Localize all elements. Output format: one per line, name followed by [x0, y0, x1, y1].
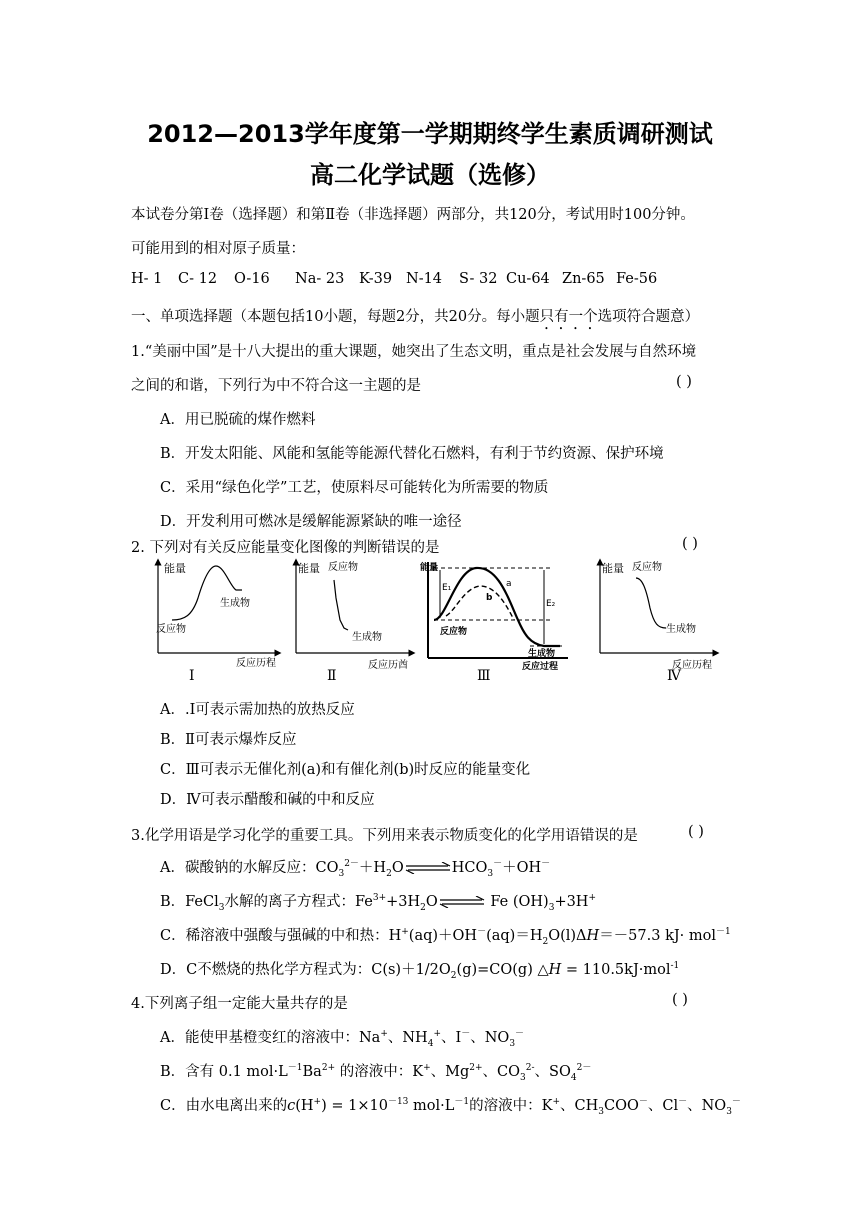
q2-answer-paren: ( ) [682, 536, 698, 552]
energy-label-2: 能量 [298, 562, 320, 575]
curve-a-label: a [506, 579, 512, 589]
e1-label: E₁ [442, 583, 452, 593]
product-label-2: 生成物 [352, 632, 382, 643]
q2-option-b: B．Ⅱ可表示爆炸反应 [160, 732, 297, 748]
reactant-label-4: 反应物 [632, 562, 662, 573]
q3-option-b: B．FeCl$_3$水解的离子方程式：$Fe^{3+}+3H_2O$ Fe $(OH)_3+3H^+$ [160, 893, 597, 913]
mass-na: Na- 23 [295, 271, 345, 287]
intro-line: 本试卷分第Ⅰ卷（选择题）和第Ⅱ卷（非选择题）两部分，共120分，考试用时100分钟。 [131, 207, 695, 223]
energy-diagram-3 [420, 558, 570, 670]
mass-h: H- 1 [131, 271, 163, 287]
section-heading [131, 305, 699, 333]
figure-label-3: Ⅲ [477, 668, 491, 684]
q4-option-b: B．含有 0.1 $mol\cdot L^{-1}Ba^{2+}$ 的溶液中：K+、$Mg^{2+}$、$CO_3^{2-}$、$SO_4^{2-}$ [160, 1063, 592, 1083]
section-heading-text: 一、单项选择题（本题包括10小题，每题2分，共20分。每小题 [131, 309, 540, 325]
mass-fe: Fe-56 [616, 271, 658, 287]
mass-c: C- 12 [178, 271, 218, 287]
q3-option-a: A．碳酸钠的水解反应：$CO_3^{2-}+H_2O$ $HCO_3^-+OH^-$ [160, 859, 551, 879]
curve-b-label: b [486, 593, 493, 603]
mass-o: O-16 [234, 271, 270, 287]
section-heading-emphasis: 只有一个 [539, 309, 598, 325]
q4-option-c: C．由水电离出来的$c(H^+) = 1\times 10^{-13}$ $mol\cdot L^{-1}$的溶液中：K+、$CH_3COO^-$、Cl－、$NO_3^-$ [160, 1097, 741, 1117]
energy-curve-2 [334, 580, 348, 630]
energy-diagram-2 [288, 558, 418, 670]
figure-label-1: Ⅰ [189, 668, 195, 684]
figure-label-4: Ⅳ [667, 668, 681, 684]
product-label-1: 生成物 [220, 598, 250, 609]
q3-stem: 3.化学用语是学习化学的重要工具。下列用来表示物质变化的化学用语错误的是 [131, 828, 638, 844]
q1-stem-line1: 1.“美丽中国”是十八大提出的重大课题，她突出了生态文明，重点是社会发展与自然环境 [131, 344, 697, 360]
product-label-4: 生成物 [666, 624, 696, 635]
mass-cu: Cu-64 [506, 271, 550, 287]
reversible-arrow-icon [438, 896, 486, 908]
process-label-1: 反应历程 [236, 658, 276, 669]
energy-label-3: 能量 [420, 563, 439, 573]
reactant-label-2: 反应物 [328, 562, 358, 573]
q1-option-d: D．开发利用可燃冰是缓解能源紧缺的唯一途径 [160, 514, 462, 530]
mass-s: S- 32 [459, 271, 498, 287]
section-heading-tail: 选项符合题意） [597, 309, 700, 325]
q1-option-b: B．开发太阳能、风能和氢能等能源代替化石燃料，有利于节约资源、保护环境 [160, 446, 664, 462]
q2-option-a: A．.Ⅰ可表示需加热的放热反应 [160, 702, 355, 718]
energy-label-1: 能量 [164, 562, 186, 575]
q1-option-c: C．采用“绿色化学”工艺，使原料尽可能转化为所需要的物质 [160, 480, 549, 496]
reversible-arrow-icon [404, 862, 452, 874]
q3-option-d: D．C不燃烧的热化学方程式为：$C(s)+1/2O_2(g)=CO(g)$ △H = 110.5kJ·mol$^{-1}$ [160, 961, 680, 981]
energy-diagram-4 [592, 558, 722, 670]
process-label-2: 反应历酋 [368, 660, 408, 670]
q4-stem: 4.下列离子组一定能大量共存的是 [131, 996, 348, 1012]
product-label-3: 生成物 [528, 649, 556, 659]
exam-subtitle: 高二化学试题（选修） [310, 161, 550, 189]
process-label-3: 反应过程 [522, 662, 559, 670]
q3-answer-paren: ( ) [688, 824, 704, 840]
q1-answer-paren: ( ) [676, 374, 692, 390]
mass-zn: Zn-65 [562, 271, 605, 287]
energy-diagram-1 [150, 558, 285, 670]
exam-title: 2012—2013学年度第一学期期终学生素质调研测试 [147, 120, 713, 148]
q2-option-d: D．Ⅳ可表示醋酸和碱的中和反应 [160, 792, 375, 808]
reactant-label-3: 反应物 [440, 627, 468, 637]
q1-stem-line2: 之间的和谐，下列行为中不符合这一主题的是 [131, 378, 421, 394]
q1-option-a: A．用已脱硫的煤作燃料 [160, 412, 316, 428]
figure-label-2: Ⅱ [327, 668, 337, 684]
mass-k: K-39 [359, 271, 393, 287]
atomic-mass-heading: 可能用到的相对原子质量： [131, 241, 305, 257]
q4-answer-paren: ( ) [672, 992, 688, 1008]
e2-label: E₂ [546, 599, 556, 609]
mass-n: N-14 [406, 271, 443, 287]
reactant-label-1: 反应物 [156, 624, 186, 635]
process-label-4: 反应历程 [672, 660, 712, 670]
energy-curve-4 [636, 578, 666, 628]
q4-option-a: A．能使甲基橙变红的溶液中：Na+、$NH_4^+$、I－、$NO_3^-$ [160, 1029, 525, 1049]
q2-stem: 2. 下列对有关反应能量变化图像的判断错误的是 [131, 540, 440, 556]
energy-label-4: 能量 [602, 562, 624, 575]
q3-option-c: C．稀溶液中强酸与强碱的中和热：$H^+(aq)+OH^-(aq)=H_2O(l)\Delta H=-57.3$ kJ· mol$^{-1}$ [160, 927, 731, 947]
q2-option-c: C．Ⅲ可表示无催化剂(a)和有催化剂(b)时反应的能量变化 [160, 762, 531, 778]
atomic-mass-list [131, 271, 657, 287]
